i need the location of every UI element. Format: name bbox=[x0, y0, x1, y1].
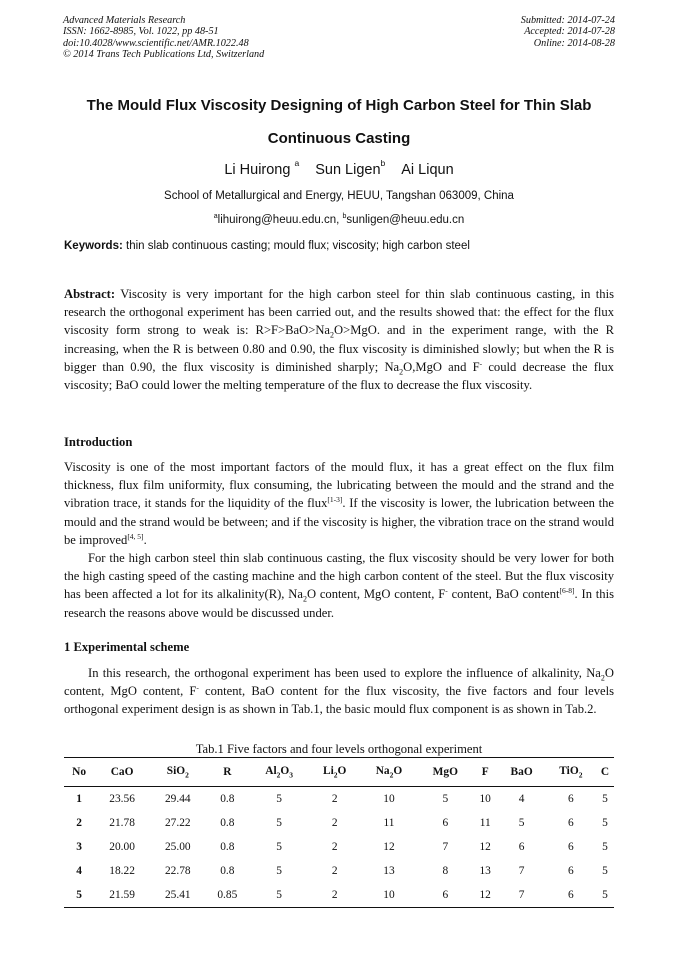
online-date: Online: 2014-08-28 bbox=[533, 37, 615, 49]
author-name: Ai Liqun bbox=[401, 161, 454, 178]
table-cell: 11 bbox=[383, 817, 395, 829]
table-row bbox=[64, 811, 614, 835]
table-cell: 0.8 bbox=[220, 865, 235, 877]
table-cell: 11 bbox=[479, 817, 491, 829]
column-header: CaO bbox=[94, 758, 150, 787]
table-caption: Tab.1 Five factors and four levels orthogonal experiment bbox=[195, 742, 483, 756]
row-number: 4 bbox=[76, 865, 82, 877]
column-header: $Li_2O$ bbox=[309, 758, 360, 787]
abstract-text: could decrease the flux viscosity; BaO could lower the melting temperature of the flux to decrease the flux viscosity. bbox=[64, 359, 614, 393]
subscript: 2 bbox=[330, 330, 335, 340]
table-cell: 5 bbox=[602, 865, 608, 877]
column-header: C bbox=[596, 758, 614, 787]
introduction-paragraph bbox=[64, 458, 614, 549]
author-emails bbox=[0, 213, 678, 226]
table-cell: 21.78 bbox=[109, 817, 135, 829]
table-cell: 6 bbox=[568, 817, 574, 829]
abstract bbox=[64, 285, 614, 394]
journal-name: Advanced Materials Research bbox=[63, 15, 186, 26]
citation[interactable]: [6-8] bbox=[559, 586, 575, 596]
table-cell: 22.78 bbox=[164, 865, 191, 877]
table-cell: 2 bbox=[331, 817, 338, 829]
author-affil-mark: b bbox=[380, 158, 386, 168]
column-header: R bbox=[206, 758, 249, 787]
subscript: 2 bbox=[399, 367, 404, 377]
column-header: $Na_2O$ bbox=[360, 758, 418, 787]
table-cell: 10 bbox=[383, 793, 395, 805]
table-cell: 10 bbox=[479, 793, 491, 805]
paper-title bbox=[40, 89, 638, 155]
table-row bbox=[64, 859, 614, 883]
column-header: $Al_2O_3$ bbox=[249, 758, 309, 787]
table-cell: 6 bbox=[418, 883, 473, 908]
keywords bbox=[64, 240, 616, 252]
table-cell: 7 bbox=[518, 865, 525, 877]
author-list bbox=[0, 160, 678, 178]
table-cell: 2 bbox=[309, 883, 360, 908]
table-cell: 2 bbox=[331, 841, 338, 853]
introduction-heading: Introduction bbox=[64, 435, 133, 449]
table-cell: 6 bbox=[568, 841, 574, 853]
title-line-1: The Mould Flux Viscosity Designing of High Carbon Steel for Thin Slab bbox=[86, 97, 592, 114]
journal-issn: ISSN: 1662-8985, Vol. 1022, pp 48-51 bbox=[63, 26, 219, 38]
row-number: 3 bbox=[76, 841, 82, 853]
keywords-text: thin slab continuous casting; mould flux; viscosity; high carbon steel bbox=[126, 240, 470, 252]
table-cell: 6 bbox=[442, 817, 449, 829]
table-cell: 6 bbox=[568, 793, 574, 805]
table-cell: 12 bbox=[473, 883, 498, 908]
column-header: F bbox=[473, 758, 498, 787]
table-cell: 27.22 bbox=[164, 817, 191, 829]
journal-copyright: © 2014 Trans Tech Publications Ltd, Switzerland bbox=[63, 48, 265, 60]
column-header: MgO bbox=[418, 758, 473, 787]
table-cell: 5 bbox=[276, 865, 282, 877]
row-number: 1 bbox=[76, 793, 82, 805]
table-cell: 5 bbox=[276, 817, 282, 829]
citation[interactable]: [4, 5] bbox=[127, 531, 144, 541]
table-row bbox=[64, 883, 614, 908]
email-link[interactable]: lihuirong@heuu.edu.cn, bbox=[217, 213, 340, 226]
column-header: SiO$_2$ bbox=[150, 758, 206, 787]
table-cell: 4 bbox=[518, 793, 525, 805]
table-cell: 20.00 bbox=[109, 841, 135, 853]
table-cell: 7 bbox=[498, 883, 546, 908]
submission-dates bbox=[521, 15, 615, 49]
table-cell: 5 bbox=[602, 793, 608, 805]
table-cell: 7 bbox=[442, 841, 449, 853]
citation[interactable]: [1-3] bbox=[327, 495, 343, 505]
table-cell: 0.8 bbox=[220, 793, 235, 805]
accepted-date: Accepted: 2014-07-28 bbox=[524, 26, 615, 38]
table-cell: 6 bbox=[518, 841, 525, 853]
submitted-date: Submitted: 2014-07-24 bbox=[520, 15, 615, 26]
email-mark: a bbox=[213, 213, 218, 220]
keywords-label: Keywords: bbox=[64, 240, 123, 252]
abstract-label: Abstract: bbox=[64, 287, 116, 301]
table-cell: 13 bbox=[383, 865, 395, 877]
table-header-row bbox=[64, 758, 614, 787]
table-row bbox=[64, 787, 614, 812]
table-cell: 5 bbox=[276, 841, 282, 853]
paragraph-text: . In this research the reasons above would be discussed under. bbox=[64, 587, 614, 620]
table-row bbox=[64, 835, 614, 859]
author-name: Li Huirong bbox=[224, 161, 291, 178]
table-cell: 25.41 bbox=[150, 883, 206, 908]
abstract-text: O>MgO. and in the experiment range, with the R increasing, when the R is between 0.80 and 0.90, the flux viscosity is diminished slowly; but when the R is bigger than 0.90, the flux viscosity is diminished sharply; Na bbox=[64, 323, 614, 374]
table-cell: 21.59 bbox=[94, 883, 150, 908]
email-mark: b bbox=[342, 213, 347, 220]
experimental-paragraph bbox=[64, 664, 614, 719]
author-affil-mark: a bbox=[294, 158, 300, 168]
table-cell: 2 bbox=[331, 865, 338, 877]
paragraph-text: For the high carbon steel thin slab continuous casting, the flux viscosity should be very lower for both the high casting speed of the casting machine and the high carbon content of the steel. But the flux viscosity has been affected a lot for its alkalinity(R), Na bbox=[64, 551, 614, 602]
abstract-text: Viscosity is very important for the high carbon steel for thin slab continuous casting, in this research the orthogonal experiment has been carried out, and the results showed that: the effect for the flux viscosity form strong to weak is: R>F>BaO>Na bbox=[64, 287, 614, 338]
journal-doi: doi:10.4028/www.scientific.net/AMR.1022.48 bbox=[63, 37, 249, 49]
column-header: BaO bbox=[498, 758, 546, 787]
table-cell: 10 bbox=[360, 883, 418, 908]
column-header: No bbox=[64, 758, 94, 787]
table-cell: 5 bbox=[602, 817, 608, 829]
table-cell: 13 bbox=[479, 865, 491, 877]
superscript: - bbox=[445, 586, 448, 596]
email-link[interactable]: sunligen@heuu.edu.cn bbox=[346, 213, 465, 226]
table-cell: 6 bbox=[546, 883, 596, 908]
table-cell: 29.44 bbox=[164, 793, 191, 805]
table-cell: 18.22 bbox=[109, 865, 135, 877]
table-cell: 12 bbox=[479, 841, 491, 853]
orthogonal-table bbox=[64, 757, 614, 908]
table-cell: 5 bbox=[276, 793, 282, 805]
paragraph-text: content, BaO content bbox=[447, 587, 560, 602]
row-number: 2 bbox=[76, 817, 82, 829]
paragraph-text: O content, MgO content, F bbox=[64, 666, 614, 699]
table-cell: 8 bbox=[442, 865, 449, 877]
paragraph-text: content, BaO content for the flux viscosity, the five factors and four levels orthogonal experiment design is as shown in Tab.1, the basic mould flux component is as shown in Tab.2. bbox=[64, 684, 614, 717]
paragraph-text: . bbox=[143, 532, 147, 547]
paragraph-text: Viscosity is one of the most important factors of the mould flux, it has a great effect on the flux film thickness, flux film uniformity, flux consuming, the lubricating between the mould and the strand and the vibration trace, it stands for the liquidity of the flux bbox=[64, 460, 614, 511]
author-name: Sun Ligen bbox=[315, 161, 381, 178]
table-cell: 5 bbox=[596, 883, 614, 908]
paragraph-text: In this research, the orthogonal experiment has been used to explore the influence of alkalinity, Na bbox=[88, 666, 601, 680]
table-cell: 5 bbox=[602, 841, 608, 853]
table-cell: 2 bbox=[331, 793, 338, 805]
affiliation: School of Metallurgical and Energy, HEUU, Tangshan 063009, China bbox=[164, 190, 514, 202]
subscript: 2 bbox=[600, 673, 605, 683]
column-header: TiO$_2$ bbox=[546, 758, 596, 787]
superscript: - bbox=[479, 358, 483, 368]
row-number: 5 bbox=[64, 883, 94, 908]
experimental-heading: 1 Experimental scheme bbox=[64, 640, 190, 654]
table-cell: 5 bbox=[518, 817, 525, 829]
table-cell: 0.8 bbox=[220, 841, 235, 853]
superscript: - bbox=[196, 683, 199, 693]
abstract-text: O,MgO and F bbox=[403, 359, 480, 374]
paragraph-text: . If the viscosity is lower, the lubrication between the mould and the strand would be between; and if the viscosity is higher, the vibration trace on the strand would be improved bbox=[64, 496, 614, 547]
table-cell: 12 bbox=[383, 841, 395, 853]
introduction-paragraph bbox=[64, 549, 614, 622]
paragraph-text: O content, MgO content, F bbox=[306, 587, 446, 602]
journal-info bbox=[63, 15, 264, 60]
table-cell: 0.8 bbox=[220, 817, 235, 829]
subscript: 2 bbox=[302, 594, 307, 604]
table-cell: 5 bbox=[249, 883, 309, 908]
table-cell: 6 bbox=[568, 865, 574, 877]
table-cell: 25.00 bbox=[164, 841, 191, 853]
table-body bbox=[64, 787, 614, 908]
table-cell: 23.56 bbox=[109, 793, 135, 805]
title-line-2: Continuous Casting bbox=[267, 130, 411, 147]
table-cell: 0.85 bbox=[206, 883, 249, 908]
table-cell: 5 bbox=[442, 793, 449, 805]
